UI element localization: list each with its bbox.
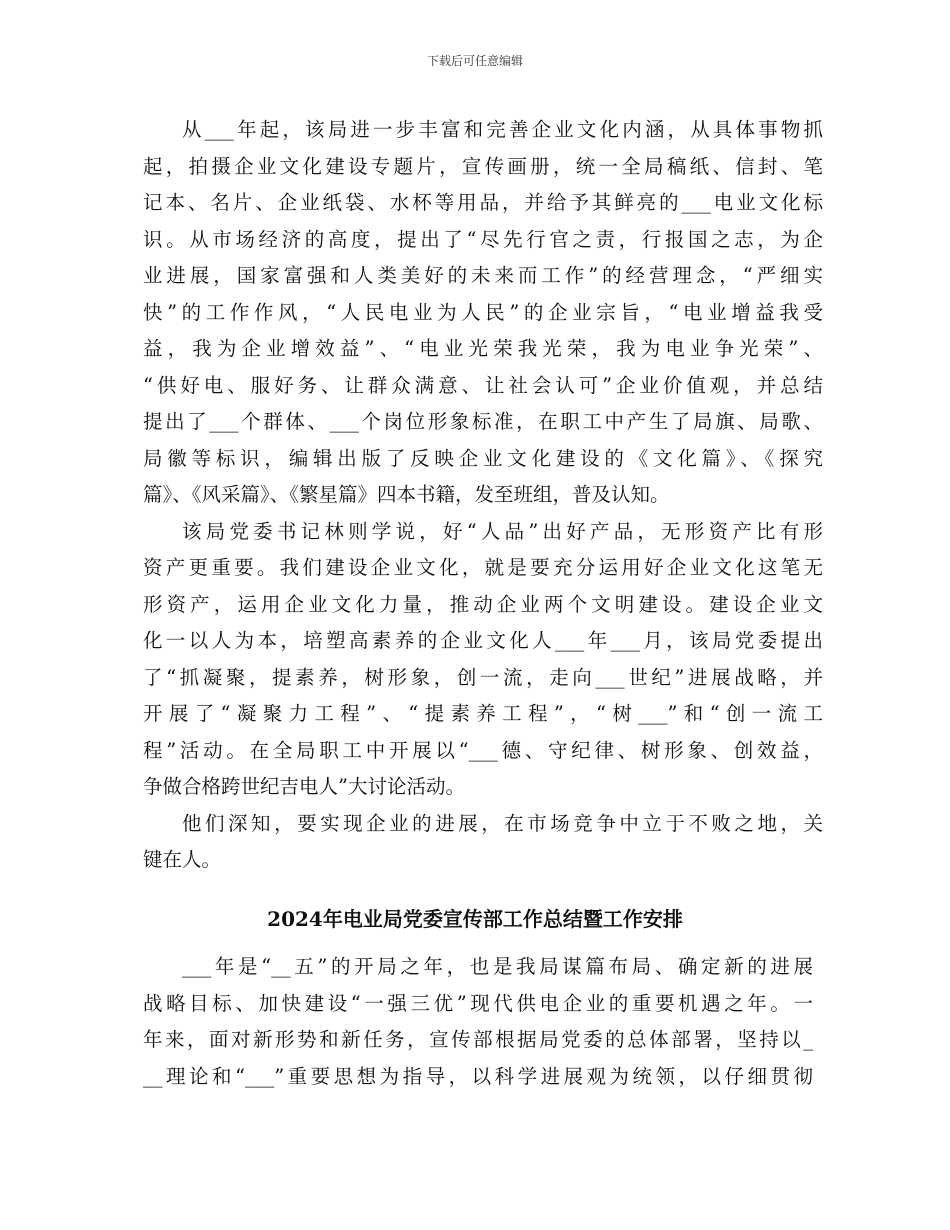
text-line: ___年是“__五”的开局之年，也是我局谋篇布局、确定新的进展 — [182, 955, 813, 978]
text-line: 程”活动。在全局职工中开展以“___德、守纪律、树形象、创效益， — [143, 738, 823, 762]
text-line: 年来，面对新形势和新任务，宣传部根据局党委的总体部署，坚持以_ — [143, 1028, 813, 1051]
text-line: 战略目标、加快建设“一强三优”现代供电企业的重要机遇之年。一 — [143, 991, 813, 1015]
text-line: 他们深知，要实现企业的进展，在市场竞争中立于不败之地，关 — [182, 811, 823, 835]
paragraph — [143, 806, 823, 879]
text-line: 提出了___个群体、___个岗位形象标准，在职工中产生了局旗、局歌、 — [143, 410, 823, 433]
text-line: __理论和“___”重要思想为指导，以科学进展观为统领，以仔细贯彻 — [143, 1064, 813, 1088]
paragraph — [143, 514, 823, 806]
text-line: 从___年起，该局进一步丰富和完善企业文化内涵，从具体事物抓 — [182, 118, 823, 141]
text-line: “供好电、服好务、让群众满意、让社会认可”企业价值观，并总结 — [143, 373, 823, 397]
text-line: 争做合格跨世纪吉电人”大讨论活动。 — [143, 775, 465, 798]
text-line: 了“抓凝聚，提素养，树形象，创一流，走向___世纪”进展战略，并 — [143, 665, 823, 689]
section-body — [143, 949, 813, 1095]
text-line: 化一以人为本，培塑高素养的企业文化人___年___月，该局党委提出 — [143, 629, 823, 652]
text-line: 记本、名片、企业纸袋、水杯等用品，并给予其鲜亮的___电业文化标 — [143, 191, 823, 214]
text-line: 益，我为企业增效益”、“电业光荣我光荣，我为电业争光荣”、 — [143, 337, 823, 360]
text-line: 起，拍摄企业文化建设专题片，宣传画册，统一全局稿纸、信封、笔 — [143, 154, 823, 178]
text-line: 该局党委书记林则学说，好“人品”出好产品，无形资产比有形 — [182, 519, 823, 543]
text-line: 形资产，运用企业文化力量，推动企业两个文明建设。建设企业文 — [143, 592, 823, 616]
text-line: 局徽等标识，编辑出版了反映企业文化建设的《文化篇》、《探究 — [143, 446, 823, 470]
text-line: 资产更重要。我们建设企业文化，就是要充分运用好企业文化这笔无 — [143, 556, 823, 579]
text-line: 键在人。 — [143, 848, 222, 871]
paragraph — [143, 112, 823, 514]
text-line: 开展了“凝聚力工程”、“提素养工程”，“树___”和“创一流工 — [143, 702, 823, 725]
section-title: 2024年电业局党委宣传部工作总结暨工作安排 — [267, 907, 683, 931]
body-text — [143, 112, 823, 879]
page-header: 下载后可任意编辑 — [426, 54, 523, 68]
text-line: 识。从市场经济的高度，提出了“尽先行官之责，行报国之志，为企 — [143, 227, 823, 251]
text-line: 篇》、《风采篇》、《繁星篇》四本书籍，发至班组，普及认知。 — [143, 483, 670, 506]
text-line: 业进展，国家富强和人类美好的未来而工作”的经营理念，“严细实 — [143, 264, 823, 287]
text-line: 快”的工作作风，“人民电业为人民”的企业宗旨，“电业增益我受 — [143, 300, 823, 324]
